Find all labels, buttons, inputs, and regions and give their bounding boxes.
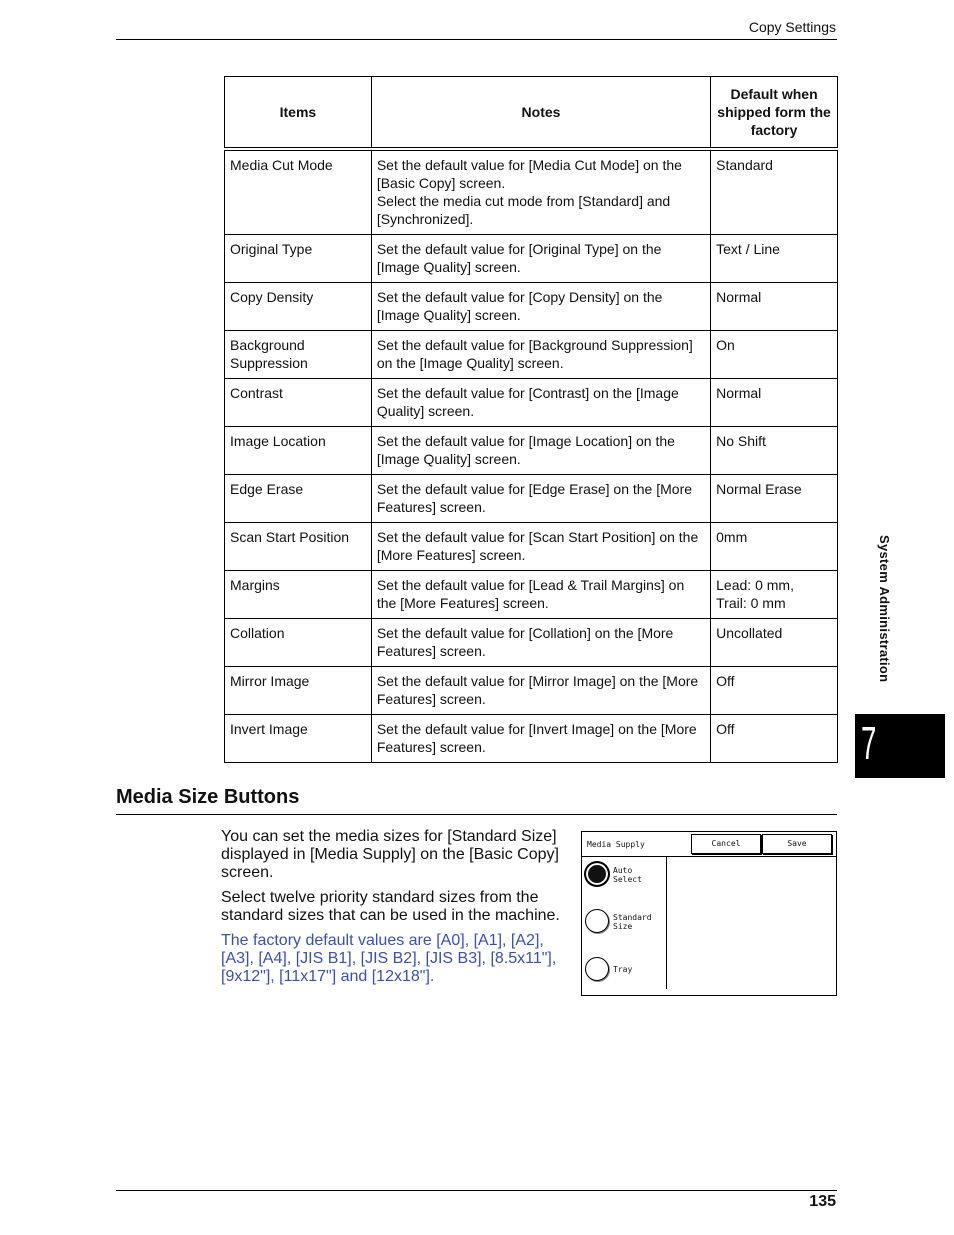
default-cell: Uncollated xyxy=(711,619,838,667)
panel-divider xyxy=(582,856,836,857)
copy-settings-table xyxy=(224,76,838,763)
notes-cell: Set the default value for [Copy Density] on the [Image Quality] screen. xyxy=(371,283,710,331)
radio-button-icon[interactable] xyxy=(585,957,609,981)
table-row xyxy=(225,667,838,715)
table-row xyxy=(225,475,838,523)
item-cell: Collation xyxy=(225,619,372,667)
item-cell: Copy Density xyxy=(225,283,372,331)
item-cell: Edge Erase xyxy=(225,475,372,523)
chapter-number: 7 xyxy=(861,717,877,769)
panel-column-divider xyxy=(666,857,667,989)
option-label: Auto Select xyxy=(613,866,642,884)
table-row xyxy=(225,619,838,667)
paragraph: You can set the media sizes for [Standard Size] displayed in [Media Supply] on the [Basic Copy] screen. xyxy=(221,828,559,881)
media-supply-screen xyxy=(581,831,837,996)
default-cell: On xyxy=(711,331,838,379)
default-cell: Normal xyxy=(711,283,838,331)
default-cell: 0mm xyxy=(711,523,838,571)
notes-cell: Set the default value for [Lead & Trail Margins] on the [More Features] screen. xyxy=(371,571,710,619)
panel-title: Media Supply xyxy=(587,840,645,849)
footer-rule xyxy=(116,1190,837,1191)
save-button[interactable]: Save xyxy=(762,834,832,854)
default-cell: Off xyxy=(711,715,838,763)
default-cell: Off xyxy=(711,667,838,715)
radio-button-icon[interactable] xyxy=(585,909,609,933)
default-cell: Normal Erase xyxy=(711,475,838,523)
default-cell: Text / Line xyxy=(711,235,838,283)
section-rule xyxy=(116,814,837,815)
table-row xyxy=(225,571,838,619)
column-header-items: Items xyxy=(225,77,372,150)
notes-cell: Set the default value for [Background Suppression] on the [Image Quality] screen. xyxy=(371,331,710,379)
column-header-notes: Notes xyxy=(371,77,710,150)
notes-cell: Set the default value for [Original Type] on the [Image Quality] screen. xyxy=(371,235,710,283)
notes-cell: Set the default value for [Collation] on the [More Features] screen. xyxy=(371,619,710,667)
item-cell: Original Type xyxy=(225,235,372,283)
option-standard-size[interactable] xyxy=(585,909,665,937)
table-row xyxy=(225,523,838,571)
table-row xyxy=(225,283,838,331)
option-tray[interactable] xyxy=(585,957,665,985)
default-cell: Lead: 0 mm, Trail: 0 mm xyxy=(711,571,838,619)
table-header-row xyxy=(225,77,838,150)
notes-cell: Set the default value for [Scan Start Position] on the [More Features] screen. xyxy=(371,523,710,571)
default-cell: Normal xyxy=(711,379,838,427)
notes-cell: Set the default value for [Contrast] on the [Image Quality] screen. xyxy=(371,379,710,427)
page-number: 135 xyxy=(809,1193,836,1210)
table-row xyxy=(225,149,838,235)
notes-cell: Set the default value for [Invert Image] on the [More Features] screen. xyxy=(371,715,710,763)
option-label: Tray xyxy=(613,965,633,974)
item-cell: Invert Image xyxy=(225,715,372,763)
column-header-default: Default when shipped form the factory xyxy=(711,77,838,150)
section-heading: Media Size Buttons xyxy=(116,786,300,808)
item-cell: Media Cut Mode xyxy=(225,149,372,235)
notes-cell: Set the default value for [Edge Erase] on the [More Features] screen. xyxy=(371,475,710,523)
table-row xyxy=(225,715,838,763)
table-row xyxy=(225,235,838,283)
option-label: Standard Size xyxy=(613,913,652,931)
default-cell: No Shift xyxy=(711,427,838,475)
cancel-button[interactable]: Cancel xyxy=(691,834,761,854)
header-rule xyxy=(116,39,837,40)
item-cell: Margins xyxy=(225,571,372,619)
notes-cell: Set the default value for [Mirror Image] on the [More Features] screen. xyxy=(371,667,710,715)
notes-cell: Set the default value for [Media Cut Mode] on the [Basic Copy] screen. Select the media cut mode from [Standard] and [Synchronized]. xyxy=(371,149,710,235)
item-cell: Contrast xyxy=(225,379,372,427)
chapter-tab xyxy=(855,714,945,778)
item-cell: Scan Start Position xyxy=(225,523,372,571)
running-header-title: Copy Settings xyxy=(748,19,836,35)
paragraph: Select twelve priority standard sizes from the standard sizes that can be used in the machine. xyxy=(221,889,560,924)
item-cell: Mirror Image xyxy=(225,667,372,715)
table-row xyxy=(225,379,838,427)
option-auto-select[interactable] xyxy=(585,862,665,890)
notes-cell: Set the default value for [Image Location] on the [Image Quality] screen. xyxy=(371,427,710,475)
item-cell: Image Location xyxy=(225,427,372,475)
paragraph-defaults: The factory default values are [A0], [A1], [A2], [A3], [A4], [JIS B1], [JIS B2], [JIS B3], [8.5x11"], [9x12"], [11x17"] and [12x18"]. xyxy=(221,932,557,985)
chapter-side-label: System Administration xyxy=(877,535,892,683)
item-cell: Background Suppression xyxy=(225,331,372,379)
default-cell: Standard xyxy=(711,149,838,235)
table-row xyxy=(225,331,838,379)
table-row xyxy=(225,427,838,475)
radio-button-icon[interactable] xyxy=(585,862,609,886)
